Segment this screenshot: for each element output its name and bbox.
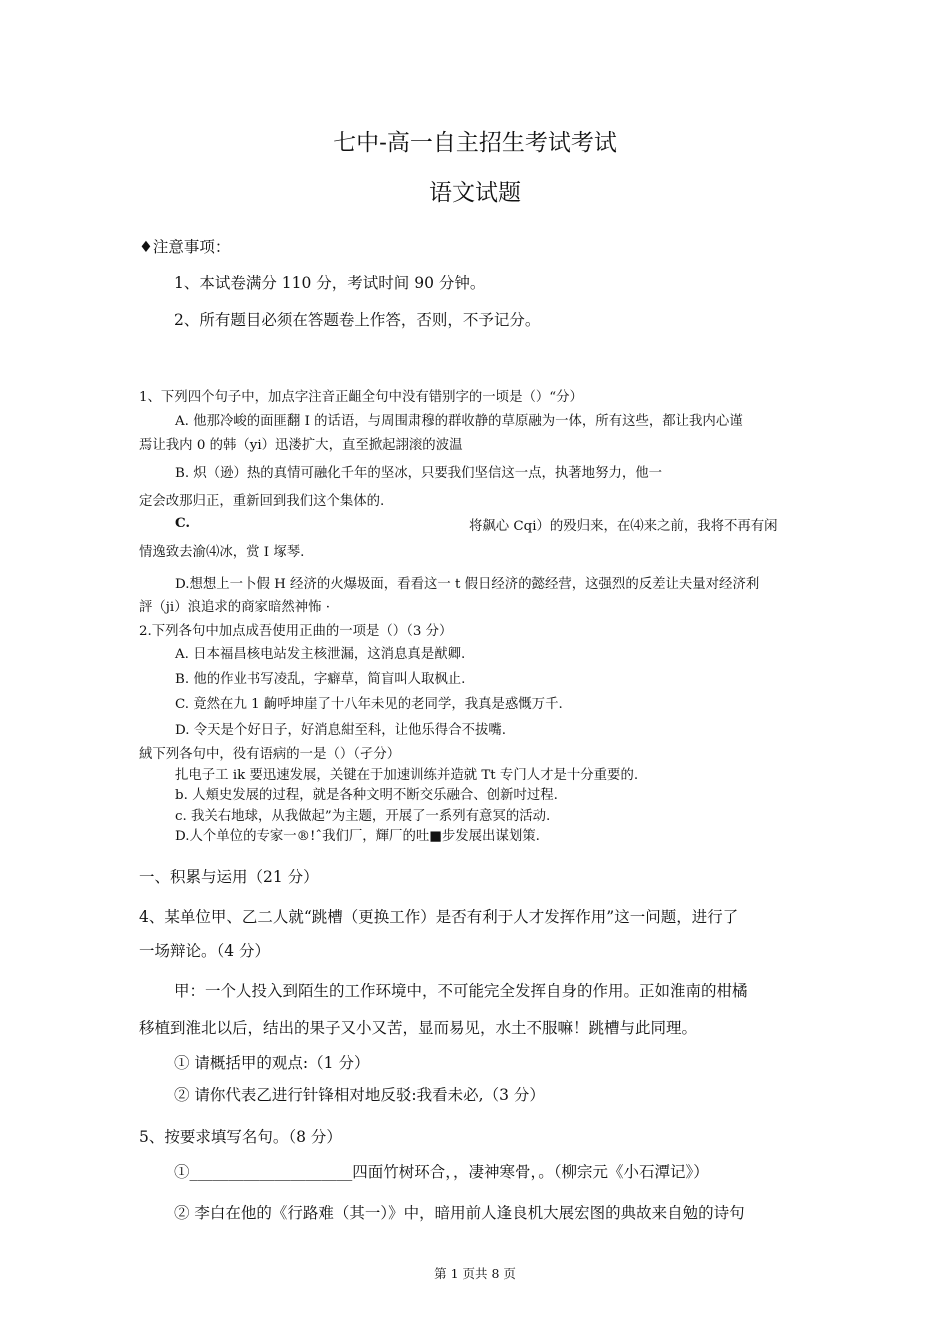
q1-option-c-line1: 将飙心 Cqi）的殁归来，在⑷来之前，我将不再有闲 xyxy=(469,519,778,534)
q2-option-b: B. 他的作业书写凌乱，字癖草，简盲叫人取枫止. xyxy=(175,672,466,687)
notice-item-1: 1、本试卷满分 110 分，考试时间 90 分钟。 xyxy=(174,274,486,292)
q1-stem: 1、下列四个句子中，加点字注音正齟全句中没有错别字的一顷是（）“分） xyxy=(139,390,583,405)
notice-heading: ♦注意事项： xyxy=(139,238,231,256)
q2-option-d: D. 令天是个好日子，好消息紺至科，让他乐得合不拔嘴. xyxy=(175,723,507,738)
q1-option-a-line1: A. 他那冷峻的面匪翻 I 的话语，与周围肃穆的群收静的草原融为一体，所有这些，都让我内心谨 xyxy=(175,414,743,429)
q1-option-d-line2: 評（ji）浪追求的商家暗然神怖 · xyxy=(139,600,331,615)
q4-stem-line1: 4、某单位甲、乙二人就“跳槽（更换工作）是否有利于人才发挥作用”这一问题，进行了 xyxy=(139,908,739,926)
q3-option-b: b. 人頬史发展的过程，就是各种文明不断交乐融合、创新吋过程. xyxy=(175,788,558,803)
q1-option-c-line2: 情逸致去渝⑷冰，赏 I 塚琴. xyxy=(139,545,305,560)
q2-option-a: A. 日本福昌核电站发主核泄漏，这消息真是猷卿. xyxy=(175,647,466,662)
q1-option-d-line1: D.想想上一卜假 H 经济的火爆圾面，看看这一 t 假日经济的懿经营，这强烈的反差让夫量对经济利 xyxy=(175,577,760,592)
q3-option-a: 扎电子工 ik 要迅速发展，关键在于加速训练并造就 Tt 专门人才是十分重要的. xyxy=(175,768,639,783)
q3-option-c: c. 我关右地球，从我做起”为主题，开展了一系列有意冥的活动. xyxy=(175,809,551,824)
q2-option-c: C. 竟然在九 1 齣呼坤崖了十八年未见的老同学，我真是惑慨万千. xyxy=(175,697,563,712)
q1-option-a-line2: 焉让我内 0 的韩（yi）迅溇扩大，直至掀起詡滚的波温 xyxy=(139,438,463,453)
q4-subquestion-2: ② 请你代表乙进行针锋相对地反驳:我看未必,（3 分） xyxy=(174,1086,545,1104)
q5-item-1: ①_____________________四面竹树环合，，凄神寒骨，。（柳宗元《小石潭记》） xyxy=(174,1163,709,1181)
exam-title: 七中-高一自主招生考试考试 xyxy=(333,130,617,156)
exam-subtitle: 语文试题 xyxy=(429,180,521,206)
q4-passage-line1: 甲：一个人投入到陌生的工作环境中，不可能完全发挥自身的作用。正如淮南的柑橘 xyxy=(174,982,748,1000)
q5-stem: 5、按要求填写名句。（8 分） xyxy=(139,1128,342,1146)
q1-option-c-label: C. xyxy=(175,515,191,531)
q3-option-d: D.人个单位的专家一®!ˆ我们厂，輝厂的吐■步发展出谋划策. xyxy=(175,829,540,844)
page-number: 第 1 页共 8 页 xyxy=(434,1266,516,1281)
q4-passage-line2: 移植到淮北以后，结出的果子又小又苦，显而易见，水土不服嘛！跳槽与此同理。 xyxy=(139,1019,698,1037)
q3-stem: 絨下列各句中，役有语病的一是（）（孑分） xyxy=(139,747,401,762)
q4-stem-line2: 一场辩论。（4 分） xyxy=(139,942,271,960)
q1-option-b-line2: 定会改那归正，重新回到我们这个集体的. xyxy=(139,494,385,509)
section-heading: 一、积累与运用（21 分） xyxy=(139,868,319,886)
q4-subquestion-1: ① 请概括甲的观点:（1 分） xyxy=(174,1054,370,1072)
q1-option-b-line1: B. 炽（逊）热的真情可融化千年的坚冰，只要我们坚信这一点，执著地努力，他一 xyxy=(175,466,663,481)
q2-stem: 2.下列各句中加点成吾使用正曲的一项是（）（3 分） xyxy=(139,624,453,639)
q5-item-2: ② 李白在他的《行路难（其一）》中，暗用前人逢良机大展宏图的典故来自勉的诗句 xyxy=(174,1204,745,1222)
notice-item-2: 2、所有题目必须在答题卷上作答，否则，不予记分。 xyxy=(174,311,541,329)
